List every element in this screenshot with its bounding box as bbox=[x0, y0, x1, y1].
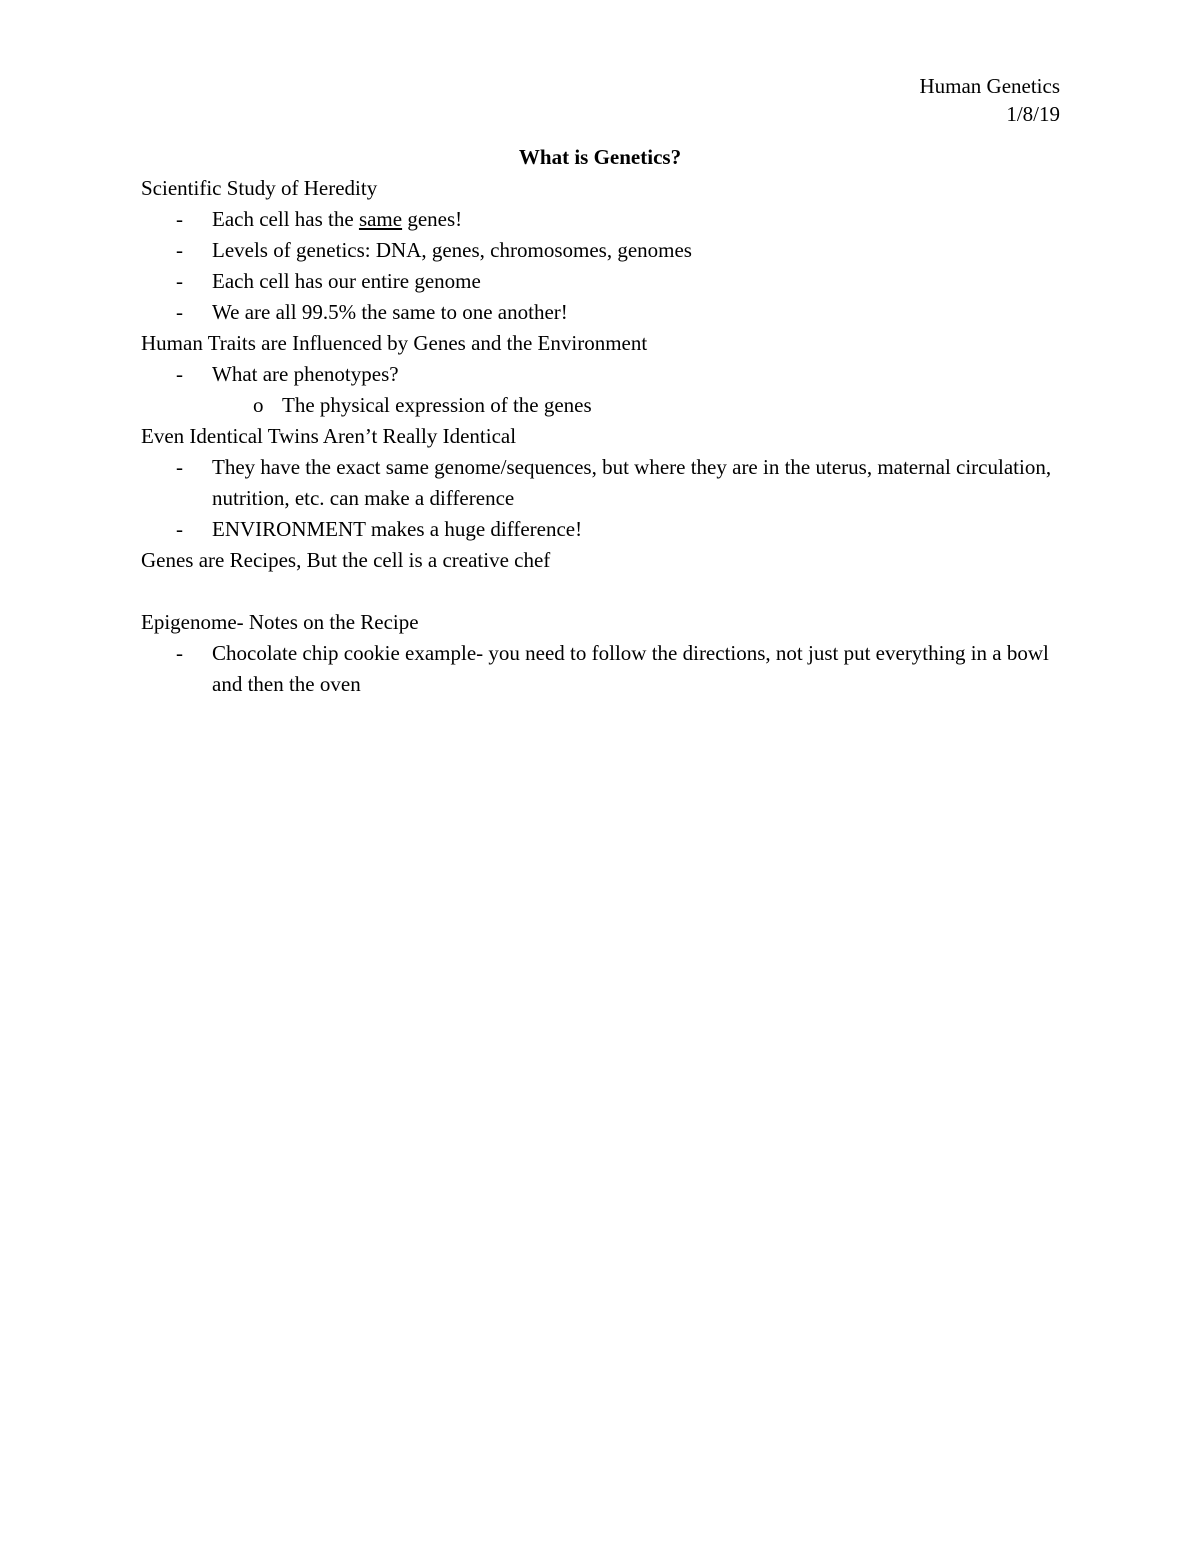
bullet-text: They have the exact same genome/sequences, but where they are in the uterus, maternal circulation, nutrition, etc. can make a difference bbox=[212, 455, 1052, 510]
dash-marker: - bbox=[176, 517, 183, 541]
bullet-text: genes! bbox=[402, 207, 463, 231]
note-date: 1/8/19 bbox=[1006, 102, 1060, 126]
document-header bbox=[919, 72, 1060, 128]
dash-marker: - bbox=[176, 641, 183, 665]
blank-line bbox=[141, 576, 1061, 607]
bullet-item bbox=[141, 359, 1061, 390]
bullet-text: What are phenotypes? bbox=[212, 362, 399, 386]
bullet-item bbox=[141, 235, 1061, 266]
section-heading-twins: Even Identical Twins Aren’t Really Identical bbox=[141, 424, 517, 448]
bullet-text: Levels of genetics: DNA, genes, chromosomes, genomes bbox=[212, 238, 692, 262]
bullet-item bbox=[141, 266, 1061, 297]
document-body bbox=[141, 141, 1061, 700]
section-heading-epigenome: Epigenome- Notes on the Recipe bbox=[141, 610, 419, 634]
bullet-item bbox=[141, 297, 1061, 328]
dash-marker: - bbox=[176, 362, 183, 386]
bullet-text: Each cell has our entire genome bbox=[212, 269, 481, 293]
section-heading-traits: Human Traits are Influenced by Genes and the Environment bbox=[141, 331, 648, 355]
sub-bullet-item bbox=[141, 390, 1061, 421]
underlined-word: same bbox=[358, 207, 403, 231]
course-name: Human Genetics bbox=[919, 74, 1060, 98]
sub-bullet-text: The physical expression of the genes bbox=[282, 393, 592, 417]
dash-marker: - bbox=[176, 269, 183, 293]
dash-marker: - bbox=[176, 300, 183, 324]
bullet-item bbox=[141, 204, 1061, 235]
bullet-text: We are all 99.5% the same to one another! bbox=[212, 300, 568, 324]
bullet-text: Chocolate chip cookie example- you need to follow the directions, not just put everything in a bowl and then the oven bbox=[212, 641, 1049, 696]
bullet-item bbox=[141, 638, 1061, 700]
bullet-text: Each cell has the bbox=[212, 207, 359, 231]
page-title: What is Genetics? bbox=[518, 145, 682, 169]
bullet-item bbox=[141, 452, 1061, 514]
dash-marker: - bbox=[176, 207, 183, 231]
section-heading-recipes: Genes are Recipes, But the cell is a creative chef bbox=[141, 548, 551, 572]
dash-marker: - bbox=[176, 238, 183, 262]
section-heading-heredity: Scientific Study of Heredity bbox=[141, 176, 378, 200]
circle-marker: o bbox=[253, 393, 264, 417]
bullet-text: ENVIRONMENT makes a huge difference! bbox=[212, 517, 583, 541]
bullet-item bbox=[141, 514, 1061, 545]
dash-marker: - bbox=[176, 455, 183, 479]
